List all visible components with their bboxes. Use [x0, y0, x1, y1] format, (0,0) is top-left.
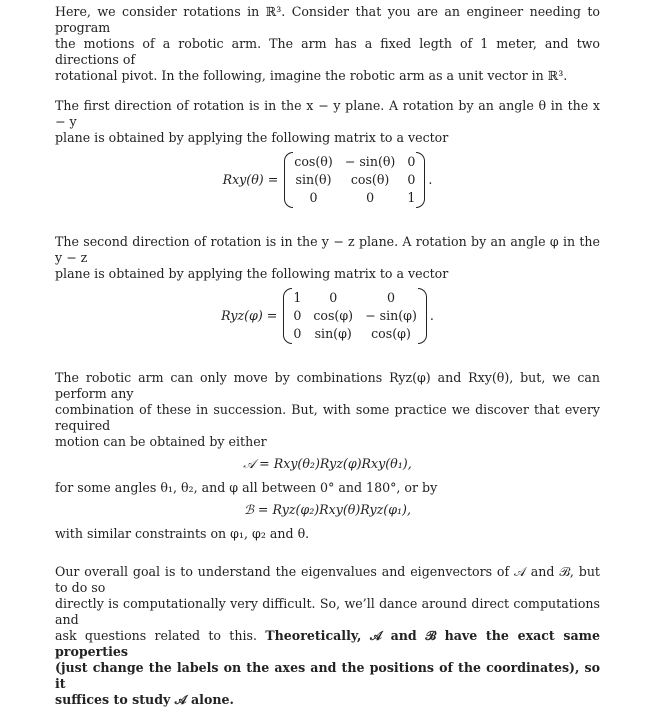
ryz-period: . [429, 308, 434, 323]
ryz-matrix [283, 288, 427, 344]
matrix-cell: cos(θ) [350, 172, 390, 187]
matrix-cell: cos(φ) [371, 326, 411, 341]
rxy-equation [55, 152, 600, 208]
intro-line-3: rotational pivot. In the following, imagine the robotic arm as a unit vector in ℝ³. [55, 68, 568, 83]
equation-b-text: ℬ = Ryz(φ₂)Rxy(θ)Ryz(φ₁), [244, 502, 411, 517]
combinations-line-3: motion can be obtained by either [55, 434, 267, 449]
intro-line-2: the motions of a robotic arm. The arm has a fixed legth of 1 meter, and two directions of [55, 36, 600, 67]
equation-a [55, 456, 600, 472]
goal-bold-3: suffices to study 𝒜 alone. [55, 692, 234, 707]
matrix-cell: 1 [407, 190, 416, 205]
rxy-lhs: Rxy(θ) = [222, 172, 279, 187]
second-rotation-line-2: plane is obtained by applying the following matrix to a vector [55, 266, 449, 281]
goal-line-2: directly is computationally very difficult. So, we’ll dance around direct computations and [55, 596, 600, 627]
matrix-cell: 0 [407, 154, 416, 169]
ryz-lhs: Ryz(φ) = [221, 308, 278, 323]
matrix-cell: 0 [386, 290, 395, 305]
matrix-cell: − sin(φ) [365, 308, 417, 323]
equation-a-text: 𝒜 = Rxy(θ₂)Ryz(φ)Rxy(θ₁), [243, 456, 412, 471]
matrix-cell: cos(φ) [313, 308, 354, 323]
first-rotation-line-2: plane is obtained by applying the following matrix to a vector [55, 130, 449, 145]
constraints-line: with similar constraints on φ₁, φ₂ and θ. [55, 526, 310, 541]
matrix-cell: 0 [293, 326, 302, 341]
goal-line-1: Our overall goal is to understand the eigenvalues and eigenvectors of 𝒜 and ℬ, but to do so [55, 564, 600, 595]
matrix-cell: 0 [293, 308, 302, 323]
goal-bold-2: (just change the labels on the axes and the positions of the coordinates), so it [55, 660, 600, 691]
matrix-cell: cos(θ) [294, 154, 333, 169]
matrix-cell: sin(φ) [314, 326, 352, 341]
matrix-cell: 0 [309, 190, 318, 205]
first-rotation-line-1: The first direction of rotation is in the x − y plane. A rotation by an angle θ in the x − y [55, 98, 600, 129]
first-rotation-paragraph [55, 98, 600, 146]
matrix-cell: sin(θ) [295, 172, 332, 187]
goal-line-3: ask questions related to this. [55, 628, 257, 643]
second-rotation-line-1: The second direction of rotation is in the y − z plane. A rotation by an angle φ in the y − z [55, 234, 600, 265]
document-page [55, 4, 600, 708]
combinations-line-1: The robotic arm can only move by combinations Ryz(φ) and Rxy(θ), but, we can perform any [55, 370, 600, 401]
rxy-matrix [284, 152, 425, 208]
angles-line: for some angles θ₁, θ₂, and φ all between 0° and 180°, or by [55, 480, 438, 495]
intro-line-1: Here, we consider rotations in ℝ³. Consider that you are an engineer needing to program [55, 4, 600, 35]
ryz-equation [55, 288, 600, 344]
intro-paragraph [55, 4, 600, 84]
matrix-cell: 0 [366, 190, 375, 205]
goal-paragraph [55, 564, 600, 708]
equation-b [55, 502, 600, 518]
second-rotation-paragraph [55, 234, 600, 282]
combinations-paragraph [55, 370, 600, 450]
rxy-period: . [428, 172, 433, 187]
combinations-line-2: combination of these in succession. But, with some practice we discover that every required [55, 402, 600, 433]
goal-bold-1: Theoretically, 𝒜 and ℬ have the exact same properties [55, 628, 601, 659]
matrix-cell: 0 [329, 290, 338, 305]
matrix-cell: 0 [407, 172, 416, 187]
matrix-cell: − sin(θ) [344, 154, 396, 169]
matrix-cell: 1 [293, 290, 302, 305]
